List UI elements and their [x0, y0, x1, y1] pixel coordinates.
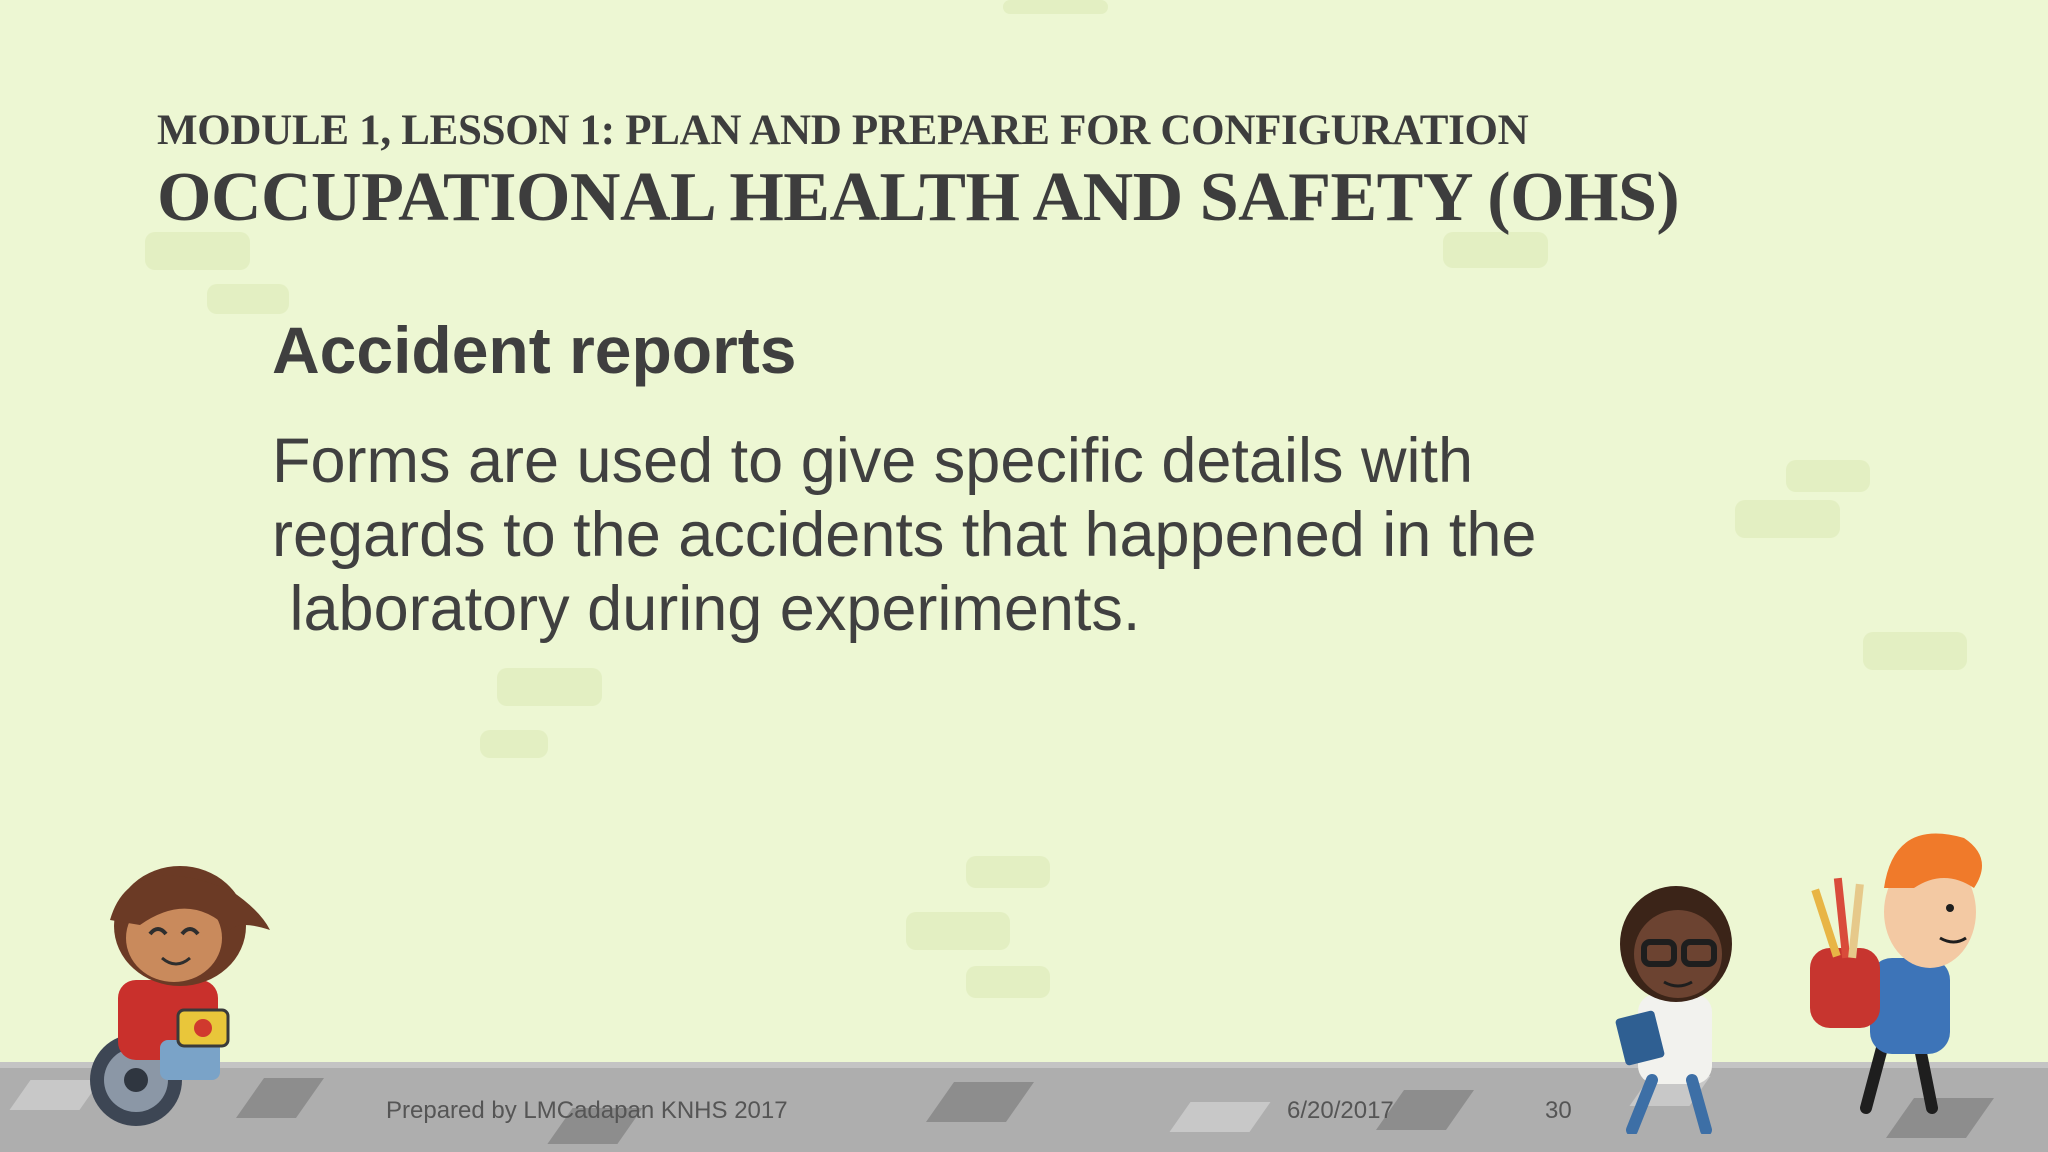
background-brick — [1863, 632, 1967, 670]
body-line: laboratory during experiments. — [272, 574, 1141, 644]
section-heading: Accident reports — [272, 313, 797, 387]
boy-glasses-illustration — [1600, 884, 1760, 1134]
body-paragraph — [272, 424, 1712, 646]
footer-date: 6/20/2017 — [1287, 1097, 1394, 1124]
body-line: regards to the accidents that happened in the — [272, 500, 1537, 570]
road-marking — [926, 1082, 1034, 1122]
background-brick — [207, 284, 289, 314]
background-brick — [1003, 0, 1108, 14]
background-brick — [1786, 460, 1870, 492]
boy-backpack-illustration — [1800, 828, 1990, 1118]
slide-title: OCCUPATIONAL HEALTH AND SAFETY (OHS) — [157, 159, 1680, 236]
background-brick — [966, 856, 1050, 888]
slide-number: 30 — [1545, 1097, 1572, 1124]
background-brick — [906, 912, 1010, 950]
background-brick — [480, 730, 548, 758]
footer-author: Prepared by LMCadapan KNHS 2017 — [386, 1097, 788, 1124]
background-brick — [966, 966, 1050, 998]
background-brick — [497, 668, 602, 706]
module-title: MODULE 1, LESSON 1: PLAN AND PREPARE FOR CONFIGURATION — [157, 107, 1529, 154]
girl-wheelchair-illustration — [70, 850, 310, 1130]
background-brick — [1735, 500, 1840, 538]
body-line: Forms are used to give specific details with — [272, 426, 1473, 496]
road-marking — [1169, 1102, 1270, 1132]
